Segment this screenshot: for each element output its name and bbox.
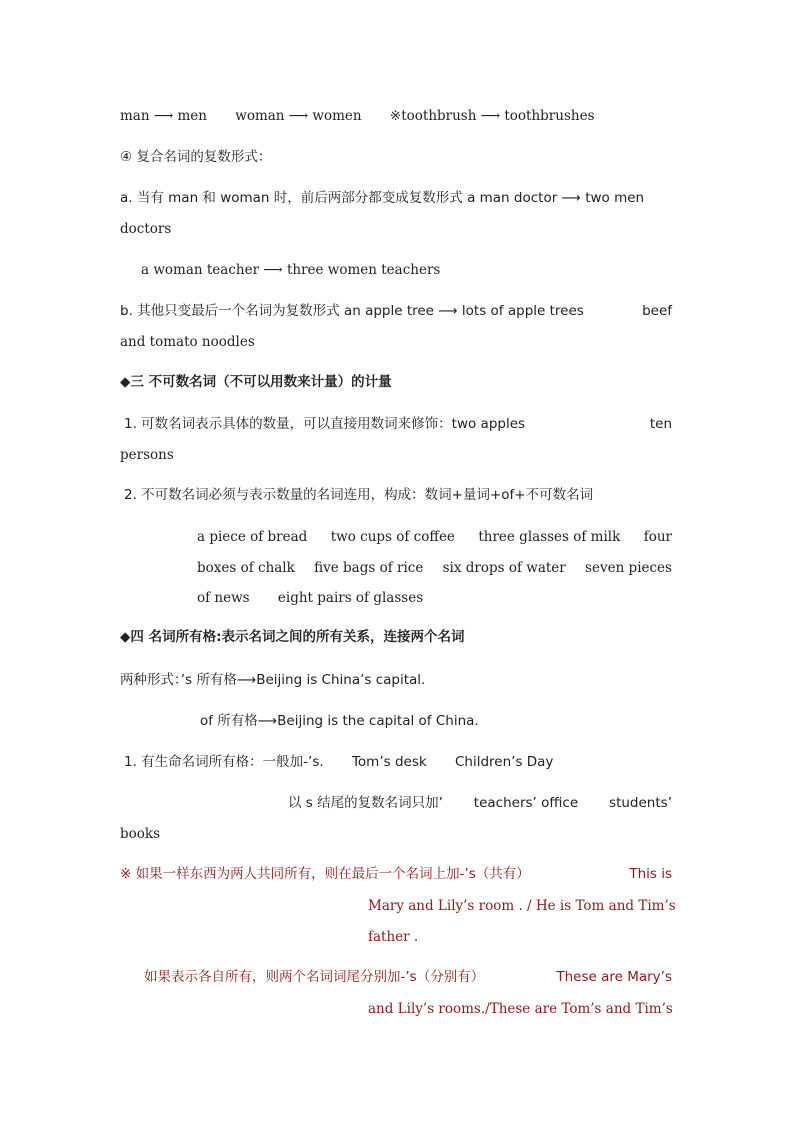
plural-s-possessive-main: 以 s 结尾的复数名词只加’ [288,795,443,811]
joint-possession-example-end: father . [368,929,419,945]
measure-example: three glasses of milk [478,529,621,545]
plural-examples-line [120,106,595,126]
section-3-heading: ◆三 不可数名词（不可以用数来计量）的计量 [120,374,392,390]
separate-possession-rule [144,967,672,987]
uncountable-rule: 2. 不可数名词必须与表示数量的名词连用，构成：数词+量词+of+不可数名词 [124,487,594,503]
example-childrens-day: Children’s Day [454,754,554,770]
rule-b-main: b. 其他只变最后一个名词为复数形式 an apple tree ⟶ lots of apple trees [120,303,584,319]
rule-a-text: a. 当有 man 和 woman 时，前后两部分都变成复数形式 a man doctor ⟶ two men [120,190,645,206]
measure-examples-row-3 [197,588,423,608]
joint-possession-rule [120,864,672,884]
example-woman-women: woman ⟶ women [235,108,362,124]
separate-possession-main: 如果表示各自所有，则两个名词词尾分别加-’s（分别有） [144,969,485,985]
plural-s-possessive-continued: books [120,826,161,842]
measure-examples-row-2 [197,558,672,578]
joint-possession-example-start: This is [629,866,672,882]
example-students: students’ [609,795,672,811]
joint-possession-main: ※ 如果一样东西为两人共同所有，则在最后一个名词上加-’s（共有） [120,866,530,882]
example-toms-desk: Tom’s desk [351,754,427,770]
rule-a-example: a woman teacher ⟶ three women teachers [141,262,441,278]
rule-a-continued: doctors [120,221,172,237]
measure-examples-row-1 [197,527,672,547]
rule-b-text [120,301,672,321]
measure-example: two cups of coffee [330,529,455,545]
countable-rule-ten: ten [649,416,672,432]
animate-possessive-main: 1. 有生命名词所有格：一般加-’s. [124,754,324,770]
measure-example: four [643,529,672,545]
possessive-form-1: 两种形式：’s 所有格⟶Beijing is China’s capital. [120,672,426,688]
rule-b-continued: and tomato noodles [120,334,255,350]
example-toothbrush: ※toothbrush ⟶ toothbrushes [389,108,595,124]
countable-rule [124,414,672,434]
separate-possession-example-start: These are Mary’s [556,969,672,985]
measure-example: eight pairs of glasses [277,590,424,606]
joint-possession-example: Mary and Lily’s room . / He is Tom and Tim’s [368,898,676,914]
animate-possessive-rule [124,752,553,772]
measure-example: a piece of bread [197,529,308,545]
countable-rule-main: 1. 可数名词表示具体的数量，可以直接用数词来修饰：two apples [124,416,526,432]
example-man-men: man ⟶ men [120,108,207,124]
measure-example: of news [197,590,250,606]
measure-example: boxes of chalk [197,560,295,576]
section-4-heading: ◆四 名词所有格:表示名词之间的所有关系，连接两个名词 [120,629,465,645]
example-teachers-office: teachers’ office [473,795,579,811]
separate-possession-example: and Lily’s rooms./These are Tom’s and Tim’s [368,1001,673,1017]
measure-example: five bags of rice [314,560,424,576]
countable-rule-continued: persons [120,447,174,463]
measure-example: six drops of water [442,560,566,576]
plural-s-possessive-rule [288,793,672,813]
rule-b-beef: beef [642,303,672,319]
possessive-form-2: of 所有格⟶Beijing is the capital of China. [200,713,479,729]
measure-example: seven pieces [585,560,672,576]
compound-noun-heading: ④ 复合名词的复数形式： [120,149,272,165]
